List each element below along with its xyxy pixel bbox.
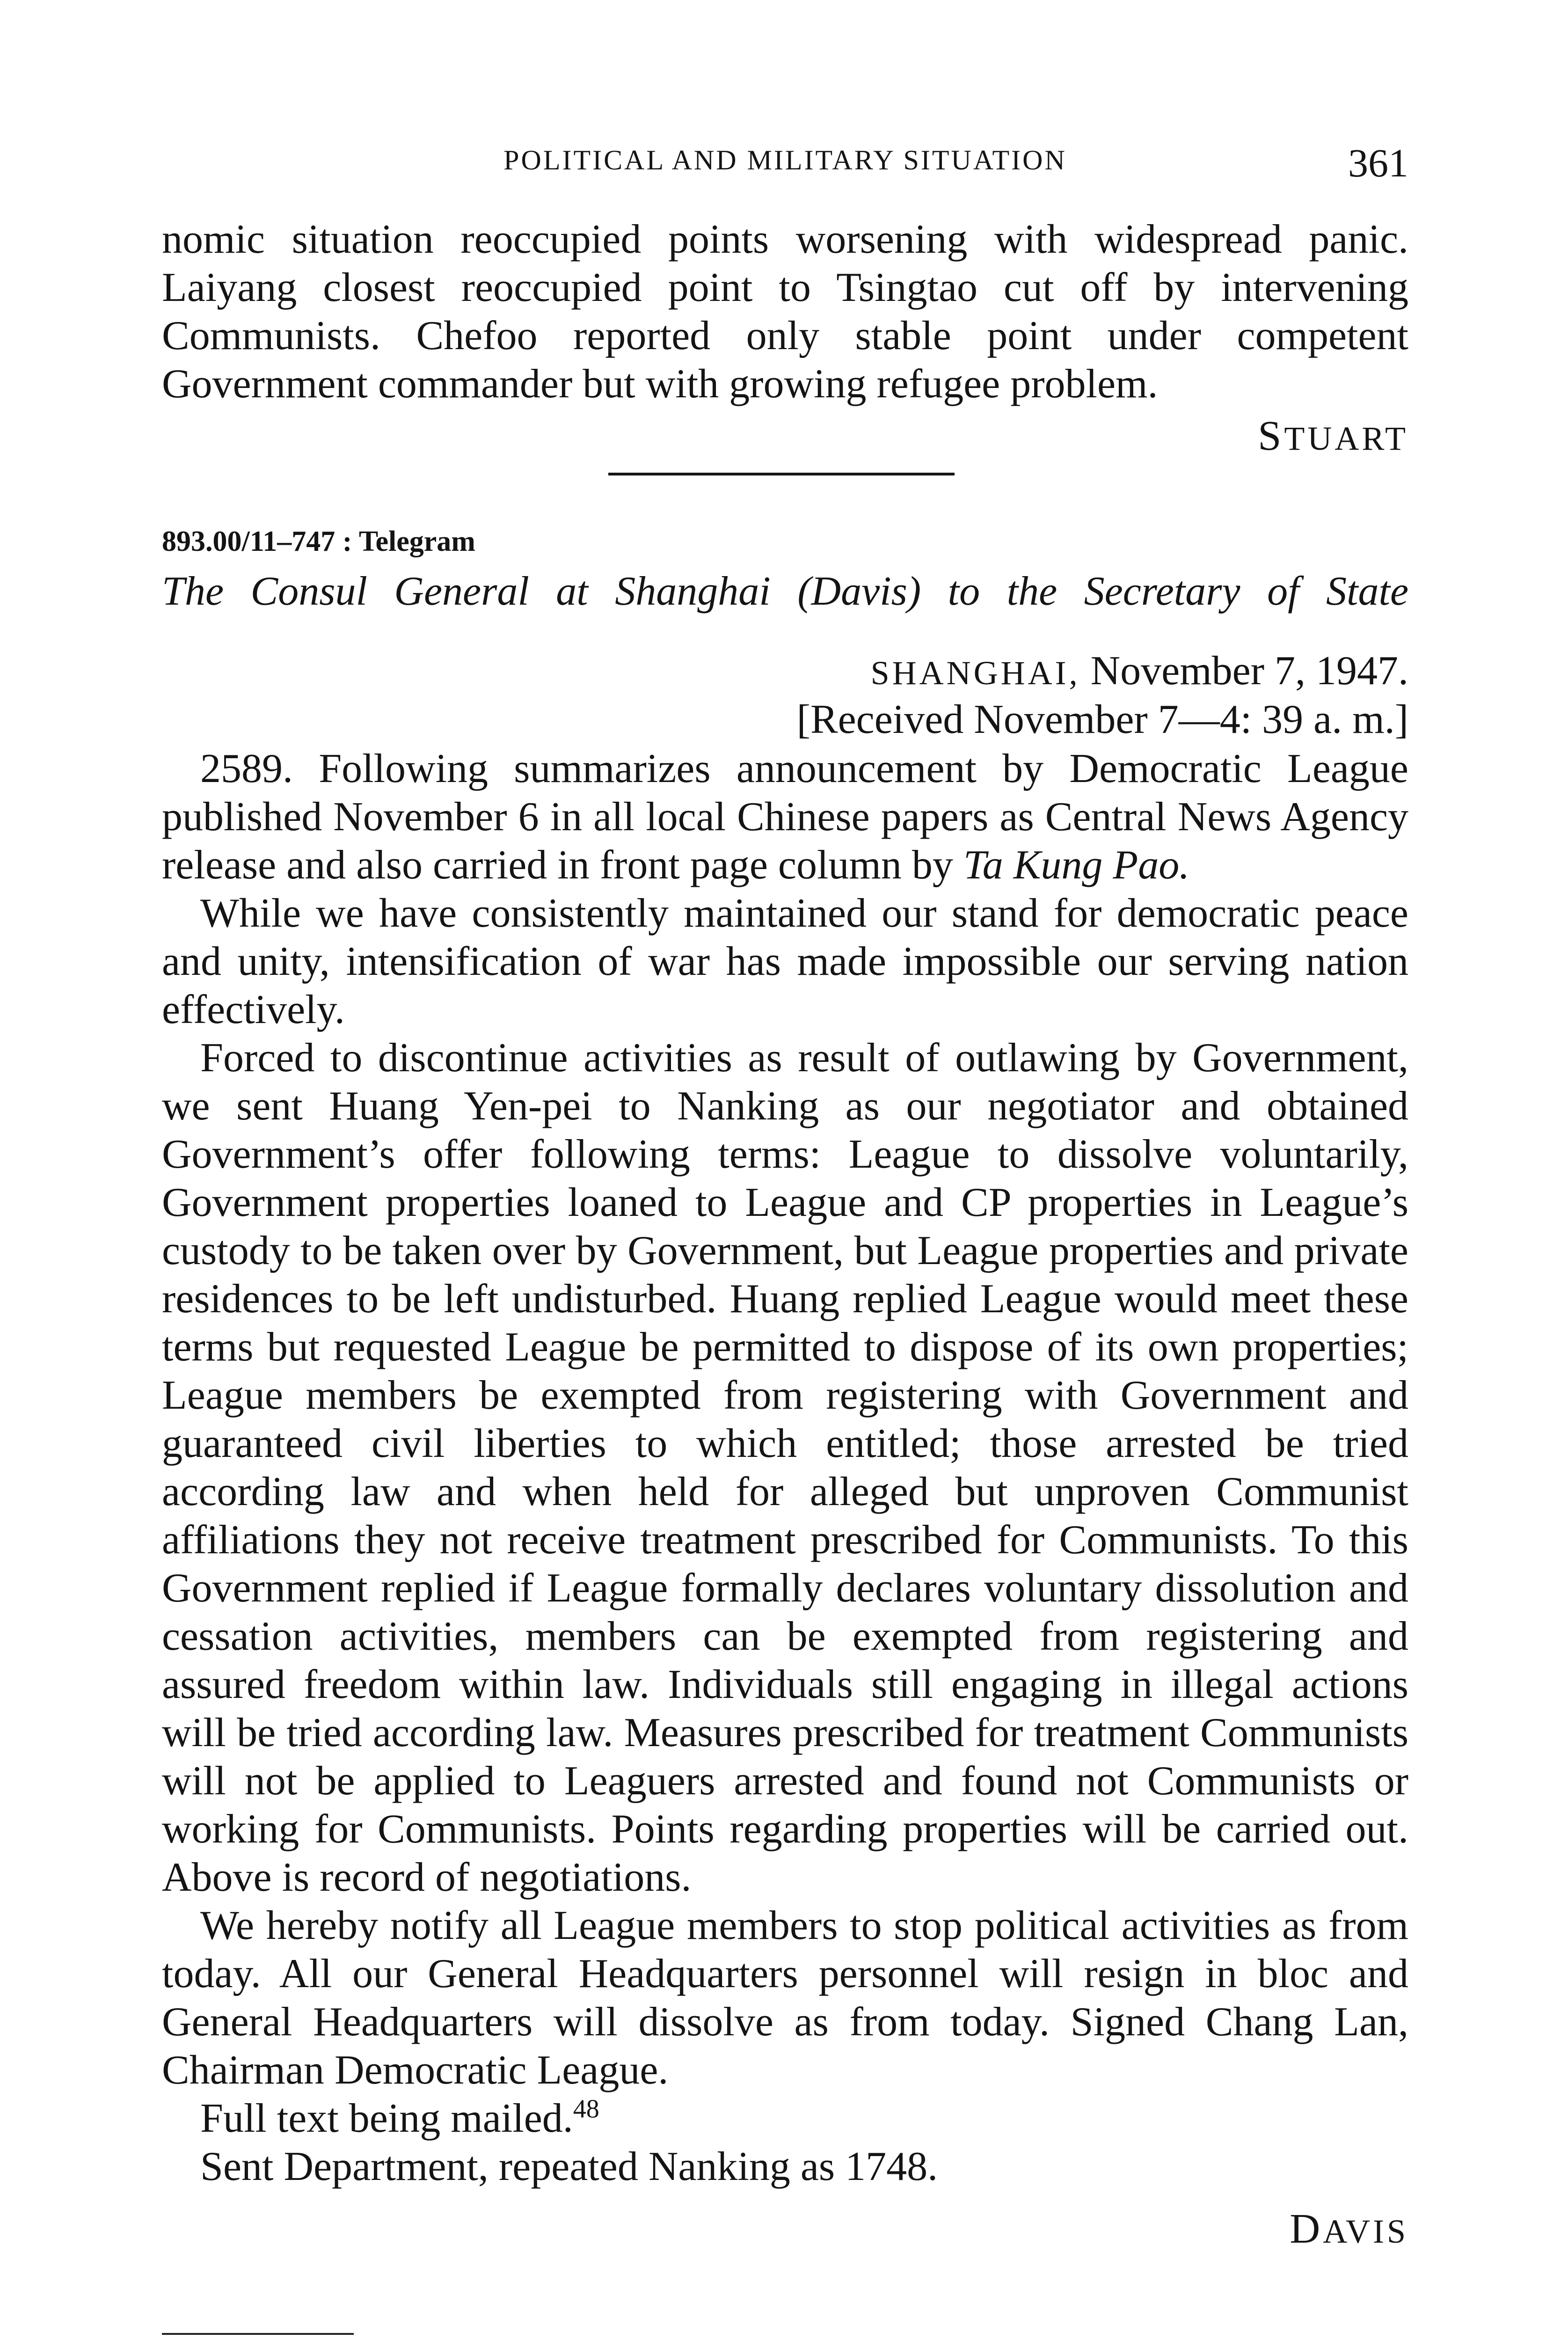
paragraph-6: Sent Department, repeated Nanking as 1748. [200,2144,938,2189]
file-number: 893.00/11–747 : Telegram [162,526,475,557]
telegram-body [162,745,1408,2253]
running-head [162,139,1408,186]
signature-davis: DAVIS [1290,2206,1408,2252]
section-divider [608,473,955,475]
paragraph-5 [162,2094,1408,2143]
footnote-reference[interactable]: 48 [573,2094,599,2124]
paragraph-1 [162,745,1408,889]
signature-stuart: STUART [1258,413,1408,459]
newspaper-title: Ta Kung Pao. [963,842,1190,888]
paragraph-2: While we have consistently maintained our stand for democratic peace and unity, intensification of war has made impossible our serving nation effectively. [162,891,1408,1032]
paragraph-5-text: Full text being mailed. [200,2096,573,2141]
running-title: POLITICAL AND MILITARY SITUATION [503,145,1067,176]
continuation-block [162,215,1408,408]
date: November 7, 1947. [1080,648,1408,694]
page-number: 361 [1348,140,1408,185]
paragraph-1-text: 2589. Following summarizes announcement by Democratic League published November 6 in all local Chinese papers as Central News Agency release and also carried in front page column by [162,746,1408,888]
place-date-line [871,647,1408,695]
document-title: The Consul General at Shanghai (Davis) to the Secretary of State [162,569,1408,614]
footnote-divider [162,2333,354,2335]
continuation-paragraph: nomic situation reoccupied points worsening with widespread panic. Laiyang closest reoccupied point to Tsingtao cut off by intervening Communists. Chefoo reported only stable point under competent Government commander but with growing refugee problem. [162,217,1408,407]
paragraph-4: We hereby notify all League members to stop political activities as from today. All our General Headquarters personnel will resign in bloc and General Headquarters will dissolve as from today. Signed Chang Lan, Chairman Democratic League. [162,1903,1408,2093]
place: SHANGHAI, [870,654,1080,692]
paragraph-3: Forced to discontinue activities as result of outlawing by Government, we sent Huang Yen-pei to Nanking as our negotiator and obtained Government’s offer following terms: League to dissolve voluntarily, Government properties loaned to League and CP properties in League’s custody to be taken over by Government, but League properties and private residences to be left undisturbed. Huang replied League would meet these terms but requested League be permitted to dispose of its own properties; League members be exempted from registering with Government and guaranteed civil liberties to which entitled; those arrested be tried according law and when held for alleged but unproven Communist affiliations they not receive treatment prescribed for Communists. To this Government replied if League formally declares voluntary dissolution and cessation activities, members can be exempted from registering and assured freedom within law. Individuals still engaging in illegal actions will be tried according law. Measures prescribed for treatment Communists will not be applied to Leaguers arrested and found not Communists or working for Communists. Points regarding properties will be carried out. Above is record of negotiations. [162,1035,1408,1900]
received-line: [Received November 7—4: 39 a. m.] [796,697,1408,742]
